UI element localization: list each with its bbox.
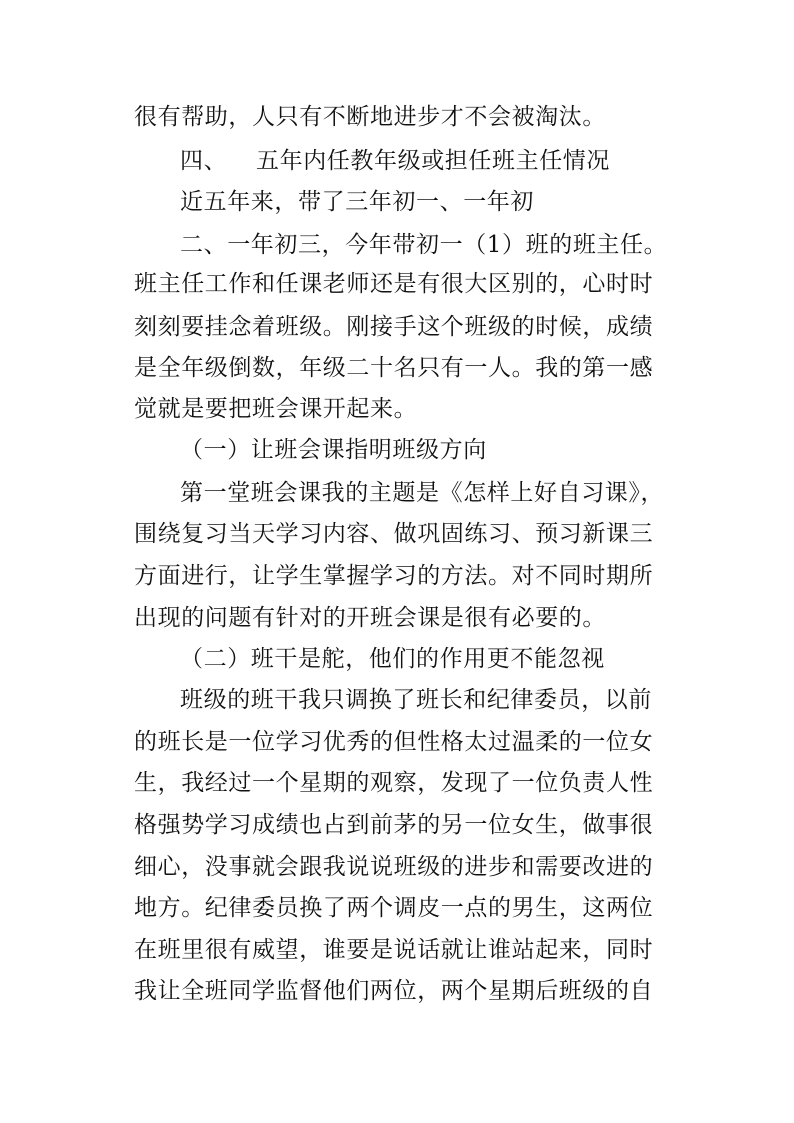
text-line: 出现的问题有针对的开班会课是很有必要的。 [134, 605, 606, 631]
text-line: 围绕复习当天学习内容、做巩固练习、预习新课三 [134, 521, 654, 547]
text-line: 刻刻要挂念着班级。刚接手这个班级的时候，成绩 [134, 314, 654, 340]
text-line: 在班里很有威望，谁要是说话就让谁站起来，同时 [134, 937, 654, 963]
text-line: 班级的班干我只调换了班长和纪律委员，以前 [180, 687, 652, 713]
text-line: 很有帮助，人只有不断地进步才不会被淘汰。 [134, 104, 606, 130]
text-line: 的班长是一位学习优秀的但性格太过温柔的一位女 [134, 729, 654, 755]
text-line: 近五年来，带了三年初一、一年初 [180, 189, 534, 215]
text-line: 班主任工作和任课老师还是有很大区别的，心时时 [134, 271, 654, 297]
section-title: 五年内任教年级或担任班主任情况 [256, 148, 610, 174]
text-line: 地方。纪律委员换了两个调皮一点的男生，这两位 [134, 895, 654, 921]
section-heading [180, 147, 610, 175]
text-line: 细心，没事就会跟我说说班级的进步和需要改进的 [134, 854, 654, 880]
subsection-heading: （一）让班会课指明班级方向 [180, 437, 487, 463]
text-line: 我让全班同学监督他们两位，两个星期后班级的自 [134, 978, 654, 1004]
subsection-heading: （二）班干是舵，他们的作用更不能忽视 [180, 646, 605, 672]
text-line: 第一堂班会课我的主题是《怎样上好自习课》， [180, 480, 665, 506]
text-line: 方面进行，让学生掌握学习的方法。对不同时期所 [134, 563, 654, 589]
text-line: 格强势学习成绩也占到前茅的另一位女生，做事很 [134, 812, 654, 838]
text-line: 觉就是要把班会课开起来。 [134, 396, 418, 422]
text-line: 是全年级倒数，年级二十名只有一人。我的第一感 [134, 355, 654, 381]
section-number: 四、 [180, 148, 228, 174]
text-line: 生，我经过一个星期的观察，发现了一位负责人性 [134, 770, 654, 796]
text-line: 二、一年初三，今年带初一（1）班的班主任。 [180, 232, 668, 258]
